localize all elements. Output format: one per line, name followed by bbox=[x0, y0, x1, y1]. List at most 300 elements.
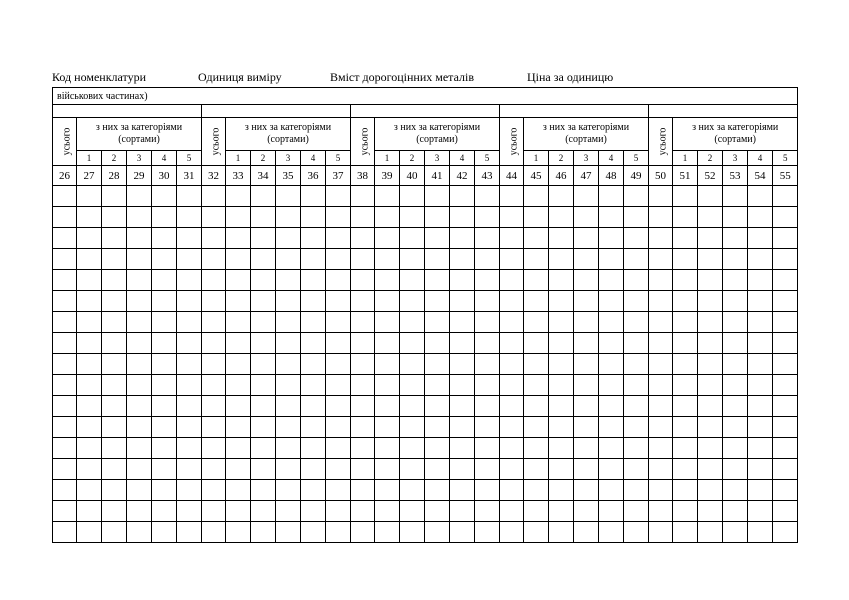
table-cell[interactable] bbox=[599, 291, 624, 312]
table-cell[interactable] bbox=[177, 522, 202, 543]
table-cell[interactable] bbox=[251, 354, 276, 375]
table-cell[interactable] bbox=[748, 522, 773, 543]
table-cell[interactable] bbox=[152, 270, 177, 291]
table-cell[interactable] bbox=[152, 480, 177, 501]
table-cell[interactable] bbox=[773, 459, 798, 480]
table-cell[interactable] bbox=[698, 501, 723, 522]
table-cell[interactable] bbox=[53, 312, 77, 333]
table-cell[interactable] bbox=[475, 207, 500, 228]
table-cell[interactable] bbox=[649, 501, 673, 522]
table-cell[interactable] bbox=[773, 522, 798, 543]
table-cell[interactable] bbox=[450, 522, 475, 543]
table-cell[interactable] bbox=[524, 207, 549, 228]
table-cell[interactable] bbox=[574, 291, 599, 312]
table-cell[interactable] bbox=[549, 312, 574, 333]
table-cell[interactable] bbox=[326, 291, 351, 312]
table-cell[interactable] bbox=[251, 228, 276, 249]
table-cell[interactable] bbox=[549, 186, 574, 207]
table-cell[interactable] bbox=[549, 291, 574, 312]
table-cell[interactable] bbox=[425, 375, 450, 396]
table-cell[interactable] bbox=[226, 333, 251, 354]
table-cell[interactable] bbox=[301, 480, 326, 501]
table-cell[interactable] bbox=[351, 396, 375, 417]
table-cell[interactable] bbox=[152, 375, 177, 396]
table-cell[interactable] bbox=[773, 438, 798, 459]
table-cell[interactable] bbox=[574, 333, 599, 354]
table-cell[interactable] bbox=[102, 501, 127, 522]
table-cell[interactable] bbox=[202, 522, 226, 543]
table-cell[interactable] bbox=[351, 501, 375, 522]
table-cell[interactable] bbox=[251, 291, 276, 312]
table-cell[interactable] bbox=[723, 480, 748, 501]
table-cell[interactable] bbox=[574, 438, 599, 459]
table-cell[interactable] bbox=[301, 207, 326, 228]
table-cell[interactable] bbox=[500, 417, 524, 438]
table-cell[interactable] bbox=[375, 186, 400, 207]
table-cell[interactable] bbox=[624, 375, 649, 396]
table-cell[interactable] bbox=[624, 312, 649, 333]
table-cell[interactable] bbox=[723, 396, 748, 417]
table-cell[interactable] bbox=[698, 270, 723, 291]
table-cell[interactable] bbox=[177, 186, 202, 207]
table-cell[interactable] bbox=[326, 354, 351, 375]
table-cell[interactable] bbox=[673, 522, 698, 543]
table-cell[interactable] bbox=[649, 291, 673, 312]
table-cell[interactable] bbox=[673, 417, 698, 438]
table-cell[interactable] bbox=[301, 186, 326, 207]
table-cell[interactable] bbox=[748, 501, 773, 522]
table-cell[interactable] bbox=[202, 312, 226, 333]
table-cell[interactable] bbox=[524, 186, 549, 207]
table-cell[interactable] bbox=[251, 375, 276, 396]
table-cell[interactable] bbox=[599, 354, 624, 375]
table-cell[interactable] bbox=[152, 438, 177, 459]
table-cell[interactable] bbox=[276, 207, 301, 228]
table-cell[interactable] bbox=[673, 375, 698, 396]
table-cell[interactable] bbox=[202, 249, 226, 270]
table-cell[interactable] bbox=[698, 333, 723, 354]
table-cell[interactable] bbox=[77, 312, 102, 333]
table-cell[interactable] bbox=[102, 375, 127, 396]
table-cell[interactable] bbox=[723, 333, 748, 354]
table-cell[interactable] bbox=[326, 396, 351, 417]
table-cell[interactable] bbox=[524, 480, 549, 501]
table-cell[interactable] bbox=[351, 438, 375, 459]
table-cell[interactable] bbox=[649, 333, 673, 354]
table-cell[interactable] bbox=[53, 291, 77, 312]
table-cell[interactable] bbox=[375, 438, 400, 459]
table-cell[interactable] bbox=[524, 438, 549, 459]
table-cell[interactable] bbox=[673, 459, 698, 480]
table-cell[interactable] bbox=[127, 270, 152, 291]
table-cell[interactable] bbox=[276, 312, 301, 333]
table-cell[interactable] bbox=[102, 522, 127, 543]
table-cell[interactable] bbox=[475, 270, 500, 291]
table-cell[interactable] bbox=[425, 480, 450, 501]
table-cell[interactable] bbox=[500, 375, 524, 396]
table-cell[interactable] bbox=[177, 501, 202, 522]
table-cell[interactable] bbox=[202, 333, 226, 354]
table-cell[interactable] bbox=[524, 270, 549, 291]
table-cell[interactable] bbox=[649, 375, 673, 396]
table-cell[interactable] bbox=[177, 312, 202, 333]
table-cell[interactable] bbox=[425, 249, 450, 270]
table-cell[interactable] bbox=[500, 312, 524, 333]
table-cell[interactable] bbox=[77, 249, 102, 270]
table-cell[interactable] bbox=[599, 375, 624, 396]
table-cell[interactable] bbox=[723, 459, 748, 480]
table-cell[interactable] bbox=[77, 354, 102, 375]
table-cell[interactable] bbox=[326, 459, 351, 480]
table-cell[interactable] bbox=[53, 207, 77, 228]
table-cell[interactable] bbox=[226, 480, 251, 501]
table-cell[interactable] bbox=[549, 501, 574, 522]
table-cell[interactable] bbox=[276, 228, 301, 249]
table-cell[interactable] bbox=[77, 375, 102, 396]
table-cell[interactable] bbox=[102, 417, 127, 438]
table-cell[interactable] bbox=[773, 249, 798, 270]
table-cell[interactable] bbox=[400, 438, 425, 459]
table-cell[interactable] bbox=[375, 459, 400, 480]
table-cell[interactable] bbox=[251, 333, 276, 354]
table-cell[interactable] bbox=[673, 480, 698, 501]
table-cell[interactable] bbox=[400, 207, 425, 228]
table-cell[interactable] bbox=[723, 522, 748, 543]
table-cell[interactable] bbox=[723, 312, 748, 333]
table-cell[interactable] bbox=[152, 522, 177, 543]
table-cell[interactable] bbox=[127, 249, 152, 270]
table-cell[interactable] bbox=[77, 480, 102, 501]
table-cell[interactable] bbox=[177, 417, 202, 438]
table-cell[interactable] bbox=[649, 228, 673, 249]
table-cell[interactable] bbox=[649, 459, 673, 480]
table-cell[interactable] bbox=[77, 459, 102, 480]
table-cell[interactable] bbox=[226, 375, 251, 396]
table-cell[interactable] bbox=[698, 186, 723, 207]
table-cell[interactable] bbox=[524, 312, 549, 333]
table-cell[interactable] bbox=[599, 522, 624, 543]
table-cell[interactable] bbox=[549, 207, 574, 228]
table-cell[interactable] bbox=[326, 480, 351, 501]
table-cell[interactable] bbox=[375, 354, 400, 375]
table-cell[interactable] bbox=[127, 417, 152, 438]
table-cell[interactable] bbox=[673, 228, 698, 249]
table-cell[interactable] bbox=[773, 291, 798, 312]
table-cell[interactable] bbox=[127, 291, 152, 312]
table-cell[interactable] bbox=[77, 270, 102, 291]
table-cell[interactable] bbox=[748, 312, 773, 333]
table-cell[interactable] bbox=[723, 438, 748, 459]
table-cell[interactable] bbox=[301, 501, 326, 522]
table-cell[interactable] bbox=[574, 249, 599, 270]
table-cell[interactable] bbox=[351, 270, 375, 291]
table-cell[interactable] bbox=[127, 207, 152, 228]
table-cell[interactable] bbox=[500, 522, 524, 543]
table-cell[interactable] bbox=[450, 291, 475, 312]
table-cell[interactable] bbox=[276, 249, 301, 270]
table-cell[interactable] bbox=[500, 438, 524, 459]
table-cell[interactable] bbox=[276, 354, 301, 375]
table-cell[interactable] bbox=[177, 207, 202, 228]
table-cell[interactable] bbox=[152, 333, 177, 354]
table-cell[interactable] bbox=[202, 396, 226, 417]
table-cell[interactable] bbox=[202, 207, 226, 228]
table-cell[interactable] bbox=[723, 375, 748, 396]
table-cell[interactable] bbox=[375, 249, 400, 270]
table-cell[interactable] bbox=[599, 270, 624, 291]
table-cell[interactable] bbox=[53, 480, 77, 501]
table-cell[interactable] bbox=[177, 375, 202, 396]
table-cell[interactable] bbox=[673, 333, 698, 354]
table-cell[interactable] bbox=[475, 354, 500, 375]
table-cell[interactable] bbox=[400, 459, 425, 480]
table-cell[interactable] bbox=[450, 228, 475, 249]
table-cell[interactable] bbox=[326, 438, 351, 459]
table-cell[interactable] bbox=[127, 312, 152, 333]
table-cell[interactable] bbox=[276, 438, 301, 459]
table-cell[interactable] bbox=[773, 501, 798, 522]
table-cell[interactable] bbox=[77, 228, 102, 249]
table-cell[interactable] bbox=[475, 459, 500, 480]
table-cell[interactable] bbox=[599, 249, 624, 270]
table-cell[interactable] bbox=[475, 375, 500, 396]
table-cell[interactable] bbox=[524, 375, 549, 396]
table-cell[interactable] bbox=[624, 207, 649, 228]
table-cell[interactable] bbox=[127, 396, 152, 417]
table-cell[interactable] bbox=[698, 228, 723, 249]
table-cell[interactable] bbox=[475, 438, 500, 459]
table-cell[interactable] bbox=[77, 207, 102, 228]
table-cell[interactable] bbox=[276, 396, 301, 417]
table-cell[interactable] bbox=[77, 501, 102, 522]
table-cell[interactable] bbox=[748, 480, 773, 501]
table-cell[interactable] bbox=[226, 501, 251, 522]
table-cell[interactable] bbox=[425, 270, 450, 291]
table-cell[interactable] bbox=[599, 333, 624, 354]
table-cell[interactable] bbox=[723, 228, 748, 249]
table-cell[interactable] bbox=[251, 312, 276, 333]
table-cell[interactable] bbox=[450, 417, 475, 438]
table-cell[interactable] bbox=[127, 438, 152, 459]
table-cell[interactable] bbox=[599, 459, 624, 480]
table-cell[interactable] bbox=[698, 396, 723, 417]
table-cell[interactable] bbox=[500, 207, 524, 228]
table-cell[interactable] bbox=[276, 270, 301, 291]
table-cell[interactable] bbox=[500, 249, 524, 270]
table-cell[interactable] bbox=[549, 354, 574, 375]
table-cell[interactable] bbox=[102, 186, 127, 207]
table-cell[interactable] bbox=[450, 480, 475, 501]
table-cell[interactable] bbox=[375, 480, 400, 501]
table-cell[interactable] bbox=[326, 333, 351, 354]
table-cell[interactable] bbox=[251, 396, 276, 417]
table-cell[interactable] bbox=[351, 312, 375, 333]
table-cell[interactable] bbox=[524, 522, 549, 543]
table-cell[interactable] bbox=[351, 228, 375, 249]
table-cell[interactable] bbox=[226, 186, 251, 207]
table-cell[interactable] bbox=[127, 354, 152, 375]
table-cell[interactable] bbox=[599, 417, 624, 438]
table-cell[interactable] bbox=[425, 459, 450, 480]
table-cell[interactable] bbox=[301, 396, 326, 417]
table-cell[interactable] bbox=[574, 375, 599, 396]
table-cell[interactable] bbox=[624, 396, 649, 417]
table-cell[interactable] bbox=[698, 354, 723, 375]
table-cell[interactable] bbox=[673, 291, 698, 312]
table-cell[interactable] bbox=[624, 354, 649, 375]
table-cell[interactable] bbox=[400, 417, 425, 438]
table-cell[interactable] bbox=[500, 270, 524, 291]
table-cell[interactable] bbox=[649, 522, 673, 543]
table-cell[interactable] bbox=[450, 270, 475, 291]
table-cell[interactable] bbox=[748, 249, 773, 270]
table-cell[interactable] bbox=[251, 480, 276, 501]
table-cell[interactable] bbox=[351, 417, 375, 438]
table-cell[interactable] bbox=[301, 333, 326, 354]
table-cell[interactable] bbox=[425, 396, 450, 417]
table-cell[interactable] bbox=[673, 438, 698, 459]
table-cell[interactable] bbox=[450, 396, 475, 417]
table-cell[interactable] bbox=[53, 459, 77, 480]
table-cell[interactable] bbox=[723, 207, 748, 228]
table-cell[interactable] bbox=[301, 291, 326, 312]
table-cell[interactable] bbox=[226, 459, 251, 480]
table-cell[interactable] bbox=[301, 249, 326, 270]
table-cell[interactable] bbox=[624, 480, 649, 501]
table-cell[interactable] bbox=[177, 459, 202, 480]
table-cell[interactable] bbox=[649, 207, 673, 228]
table-cell[interactable] bbox=[599, 312, 624, 333]
table-cell[interactable] bbox=[673, 249, 698, 270]
table-cell[interactable] bbox=[723, 417, 748, 438]
table-cell[interactable] bbox=[351, 522, 375, 543]
table-cell[interactable] bbox=[226, 438, 251, 459]
table-cell[interactable] bbox=[375, 291, 400, 312]
table-cell[interactable] bbox=[773, 186, 798, 207]
table-cell[interactable] bbox=[773, 228, 798, 249]
table-cell[interactable] bbox=[226, 228, 251, 249]
table-cell[interactable] bbox=[524, 354, 549, 375]
table-cell[interactable] bbox=[773, 396, 798, 417]
table-cell[interactable] bbox=[723, 249, 748, 270]
table-cell[interactable] bbox=[276, 459, 301, 480]
table-cell[interactable] bbox=[475, 228, 500, 249]
table-cell[interactable] bbox=[177, 291, 202, 312]
table-cell[interactable] bbox=[251, 270, 276, 291]
table-cell[interactable] bbox=[574, 501, 599, 522]
table-cell[interactable] bbox=[53, 522, 77, 543]
table-cell[interactable] bbox=[500, 354, 524, 375]
table-cell[interactable] bbox=[425, 333, 450, 354]
table-cell[interactable] bbox=[177, 249, 202, 270]
table-cell[interactable] bbox=[524, 396, 549, 417]
table-cell[interactable] bbox=[773, 375, 798, 396]
table-cell[interactable] bbox=[102, 480, 127, 501]
table-cell[interactable] bbox=[127, 333, 152, 354]
table-cell[interactable] bbox=[301, 354, 326, 375]
table-cell[interactable] bbox=[450, 438, 475, 459]
table-cell[interactable] bbox=[276, 522, 301, 543]
table-cell[interactable] bbox=[524, 228, 549, 249]
table-cell[interactable] bbox=[500, 480, 524, 501]
table-cell[interactable] bbox=[301, 312, 326, 333]
table-cell[interactable] bbox=[574, 186, 599, 207]
table-cell[interactable] bbox=[400, 501, 425, 522]
table-cell[interactable] bbox=[425, 228, 450, 249]
table-cell[interactable] bbox=[375, 501, 400, 522]
table-cell[interactable] bbox=[53, 186, 77, 207]
table-cell[interactable] bbox=[276, 501, 301, 522]
table-cell[interactable] bbox=[599, 480, 624, 501]
table-cell[interactable] bbox=[226, 270, 251, 291]
table-cell[interactable] bbox=[276, 417, 301, 438]
table-cell[interactable] bbox=[127, 522, 152, 543]
table-cell[interactable] bbox=[475, 417, 500, 438]
table-cell[interactable] bbox=[748, 333, 773, 354]
table-cell[interactable] bbox=[326, 207, 351, 228]
table-cell[interactable] bbox=[649, 417, 673, 438]
table-cell[interactable] bbox=[53, 396, 77, 417]
table-cell[interactable] bbox=[351, 375, 375, 396]
table-cell[interactable] bbox=[301, 375, 326, 396]
table-cell[interactable] bbox=[77, 333, 102, 354]
table-cell[interactable] bbox=[400, 228, 425, 249]
table-cell[interactable] bbox=[152, 207, 177, 228]
table-cell[interactable] bbox=[77, 522, 102, 543]
table-cell[interactable] bbox=[599, 228, 624, 249]
table-cell[interactable] bbox=[400, 291, 425, 312]
table-cell[interactable] bbox=[202, 228, 226, 249]
table-cell[interactable] bbox=[773, 417, 798, 438]
table-cell[interactable] bbox=[698, 312, 723, 333]
table-cell[interactable] bbox=[624, 228, 649, 249]
table-cell[interactable] bbox=[748, 459, 773, 480]
table-cell[interactable] bbox=[375, 375, 400, 396]
table-cell[interactable] bbox=[326, 270, 351, 291]
table-cell[interactable] bbox=[127, 228, 152, 249]
table-cell[interactable] bbox=[202, 186, 226, 207]
table-cell[interactable] bbox=[351, 186, 375, 207]
table-cell[interactable] bbox=[400, 396, 425, 417]
table-cell[interactable] bbox=[549, 396, 574, 417]
table-cell[interactable] bbox=[202, 480, 226, 501]
table-cell[interactable] bbox=[226, 354, 251, 375]
table-cell[interactable] bbox=[475, 522, 500, 543]
table-cell[interactable] bbox=[102, 291, 127, 312]
table-cell[interactable] bbox=[251, 501, 276, 522]
table-cell[interactable] bbox=[177, 333, 202, 354]
table-cell[interactable] bbox=[326, 375, 351, 396]
table-cell[interactable] bbox=[450, 354, 475, 375]
table-cell[interactable] bbox=[375, 207, 400, 228]
table-cell[interactable] bbox=[425, 312, 450, 333]
table-cell[interactable] bbox=[375, 228, 400, 249]
table-cell[interactable] bbox=[152, 312, 177, 333]
table-cell[interactable] bbox=[773, 270, 798, 291]
table-cell[interactable] bbox=[773, 333, 798, 354]
table-cell[interactable] bbox=[624, 522, 649, 543]
table-cell[interactable] bbox=[351, 459, 375, 480]
table-cell[interactable] bbox=[698, 438, 723, 459]
table-cell[interactable] bbox=[102, 249, 127, 270]
table-cell[interactable] bbox=[202, 291, 226, 312]
table-cell[interactable] bbox=[599, 438, 624, 459]
table-cell[interactable] bbox=[152, 501, 177, 522]
table-cell[interactable] bbox=[748, 270, 773, 291]
table-cell[interactable] bbox=[375, 522, 400, 543]
table-cell[interactable] bbox=[400, 312, 425, 333]
table-cell[interactable] bbox=[450, 249, 475, 270]
